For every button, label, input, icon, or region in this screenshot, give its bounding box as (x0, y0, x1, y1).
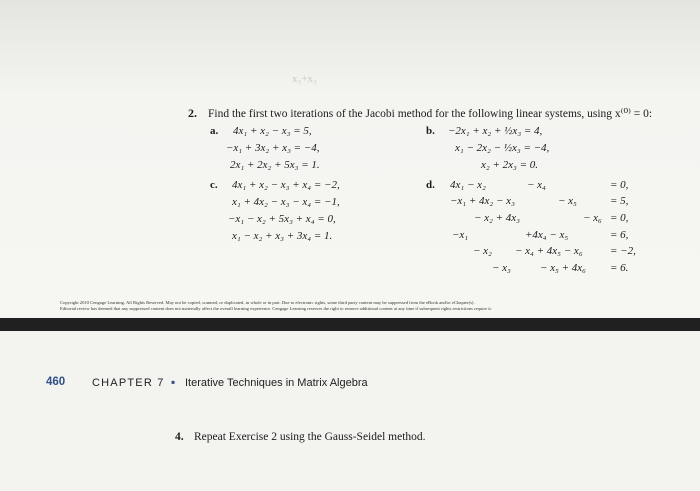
part-a-equation: −x₁ + 3x₂ + x₃ = −4, (226, 142, 320, 154)
textbook-page-lower (0, 331, 700, 491)
chapter-title: Iterative Techniques in Matrix Algebra (185, 377, 368, 389)
part-d-mid: − x₅ (558, 195, 577, 207)
part-d-rhs: = 6, (610, 229, 629, 241)
page-divider (0, 318, 700, 331)
part-a-equation: 2x₁ + 2x₂ + 5x₃ = 1. (230, 159, 320, 171)
square-bullet-icon: ▪ (171, 375, 176, 389)
part-c-equation: x₁ + 4x₂ − x₃ − x₄ = −1, (232, 196, 340, 208)
part-d-rhs: = 5, (610, 195, 629, 207)
part-d-lhs: − x₃ (492, 262, 511, 274)
part-b-equation: x₂ + 2x₃ = 0. (481, 159, 539, 171)
part-b-label: b. (426, 125, 435, 137)
part-d-mid: − x₆ (583, 212, 602, 224)
bleed-through-text: x₃+x₃ (292, 73, 317, 85)
copyright-line-1: Copyright 2010 Cengage Learning. All Rights Reserved. May not be copied, scanned, or duplicated, in whole or in part. Due to electronic rights, some third party content may be suppressed from the eBook and/or eChapter(s). (60, 300, 475, 305)
part-d-label: d. (426, 179, 435, 191)
exercise-2-prompt: Find the first two iterations of the Jacobi method for the following linear systems, using x⁽⁰⁾ = 0: (208, 108, 653, 120)
exercise-4-text: Repeat Exercise 2 using the Gauss-Seidel method. (194, 431, 426, 443)
exercise-4-number: 4. (175, 431, 184, 443)
part-d-lhs: −x₁ (452, 229, 469, 241)
part-d-rhs: = 0, (610, 212, 629, 224)
part-d-mid: − x₄ + 4x₅ − x₆ (515, 245, 583, 257)
copyright-notice (60, 300, 660, 312)
part-d-mid: − x₄ (527, 179, 546, 191)
part-d-mid: − x₅ + 4x₆ (540, 262, 587, 274)
part-d-lhs: − x₂ (473, 245, 492, 257)
part-d-mid: +4x₄ − x₅ (525, 229, 569, 241)
part-d-rhs: = −2, (610, 245, 636, 257)
exercise-2-number: 2. (188, 106, 197, 120)
part-c-equation: −x₁ − x₂ + 5x₃ + x₄ = 0, (228, 213, 336, 225)
part-d-lhs: − x₂ + 4x₃ (474, 212, 521, 224)
part-b-equation: x₁ − 2x₂ − ½x₃ = −4, (455, 142, 550, 154)
part-c-equation: 4x₁ + x₂ − x₃ + x₄ = −2, (232, 179, 340, 191)
part-a-label: a. (210, 125, 219, 137)
part-b-equation: −2x₁ + x₂ + ½x₃ = 4, (448, 125, 543, 137)
chapter-label: CHAPTER 7 (92, 377, 165, 389)
part-d-rhs: = 6. (610, 262, 629, 274)
part-d-lhs: −x₁ + 4x₂ − x₃ (450, 195, 515, 207)
part-c-equation: x₁ − x₂ + x₃ + 3x₄ = 1. (232, 230, 333, 242)
part-d-rhs: = 0, (610, 179, 629, 191)
part-c-label: c. (210, 179, 218, 191)
page-number: 460 (46, 376, 66, 388)
copyright-line-2: Editorial review has deemed that any suppressed content does not materially affect the overall learning experience. Cengage Learning reserves the right to remove additional content at any time if subsequent rights restrictions require it. (60, 306, 492, 311)
part-a-equation: 4x₁ + x₂ − x₃ = 5, (233, 125, 312, 137)
part-d-lhs: 4x₁ − x₂ (450, 179, 486, 191)
